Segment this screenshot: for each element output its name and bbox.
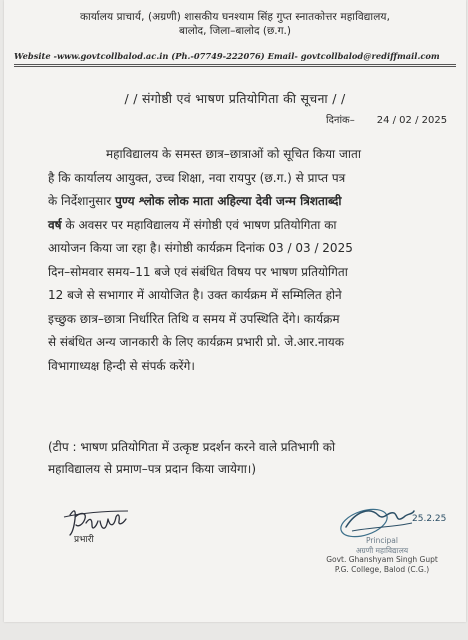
event-title-bold: पुण्य श्लोक लोक माता अहिल्या देवी जन्म त्रिशताब्दी: [115, 194, 342, 208]
footnote-line: महाविद्यालय से प्रमाण–पत्र प्रदान किया जायेगा।): [48, 462, 257, 476]
body-line: महाविद्यालय के समस्त छात्र–छात्राओं को सूचित किया जाता: [106, 147, 361, 161]
stamp-line: P.G. College, Balod (C.G.): [334, 564, 430, 574]
notice-page: [4, 0, 466, 622]
body-line: इच्छुक छात्र–छात्रा निर्धारित तिथि व समय में उपस्थिति देंगे। कार्यक्रम: [48, 311, 340, 326]
principal-stamp: [326, 536, 438, 574]
body-text: के अवसर पर महाविद्यालय में संगोष्ठी एवं भाषण प्रतियोगिता का: [61, 217, 337, 232]
incharge-label: प्रभारी: [74, 535, 94, 545]
institution-name: कार्यालय प्राचार्य, (अग्रणी) शासकीय घनश्याम सिंह गुप्त स्नातकोत्तर महाविद्यालय,: [79, 11, 391, 23]
header-divider-bottom: [14, 66, 456, 67]
body-line: 12 बजे से सभागार में आयोजित है। उक्त कार्यक्रम में सम्मिलित होने: [48, 288, 342, 302]
body-text: के निर्देशानुसार: [48, 194, 116, 208]
footnote-line: (टीप : भाषण प्रतियोगिता में उत्कृष्ट प्रदर्शन करने वाले प्रतिभागी को: [48, 440, 336, 454]
stamp-line: अग्रणी महाविद्यालय: [355, 545, 409, 555]
institution-address: बालोद, जिला–बालोद (छ.ग.): [178, 25, 291, 37]
contact-line: Website -www.govtcollbalod.ac.in (Ph.-07749-222076) Email- govtcollbalod@rediffmail.com: [14, 51, 440, 61]
event-title-bold-end: वर्ष: [48, 217, 62, 232]
body-line: [48, 190, 446, 214]
body-line: से संबंधित अन्य जानकारी के लिए कार्यक्रम प्रभारी प्रो. जे.आर.नायक: [48, 335, 344, 349]
stamp-line: Govt. Ghanshyam Singh Gupt: [326, 555, 438, 564]
body-line: आयोजन किया जा रहा है। संगोष्ठी कार्यक्रम दिनांक 03 / 03 / 2025: [48, 241, 353, 255]
incharge-signature: [62, 505, 132, 539]
body-line: विभागाध्यक्ष हिन्दी से संपर्क करेंगे।: [48, 358, 195, 373]
date-value: 24 / 02 / 2025: [376, 115, 448, 126]
notice-body: [48, 143, 446, 378]
notice-footnote: [48, 436, 448, 480]
body-line: [48, 214, 446, 238]
body-line: है कि कार्यालय आयुक्त, उच्च शिक्षा, नवा रायपुर (छ.ग.) से प्राप्त पत्र: [48, 170, 346, 185]
date-label: दिनांक–: [326, 115, 355, 126]
signature-date: 25.2.25: [412, 514, 446, 524]
notice-date: [326, 112, 447, 126]
notice-subject: / / संगोष्ठी एवं भाषण प्रतियोगिता की सूचना / /: [124, 91, 346, 106]
header-divider-top: [14, 64, 456, 65]
stamp-line: Principal: [366, 536, 398, 545]
body-line: दिन–सोमवार समय–11 बजे एवं संबंधित विषय पर भाषण प्रतियोगिता: [48, 264, 348, 279]
